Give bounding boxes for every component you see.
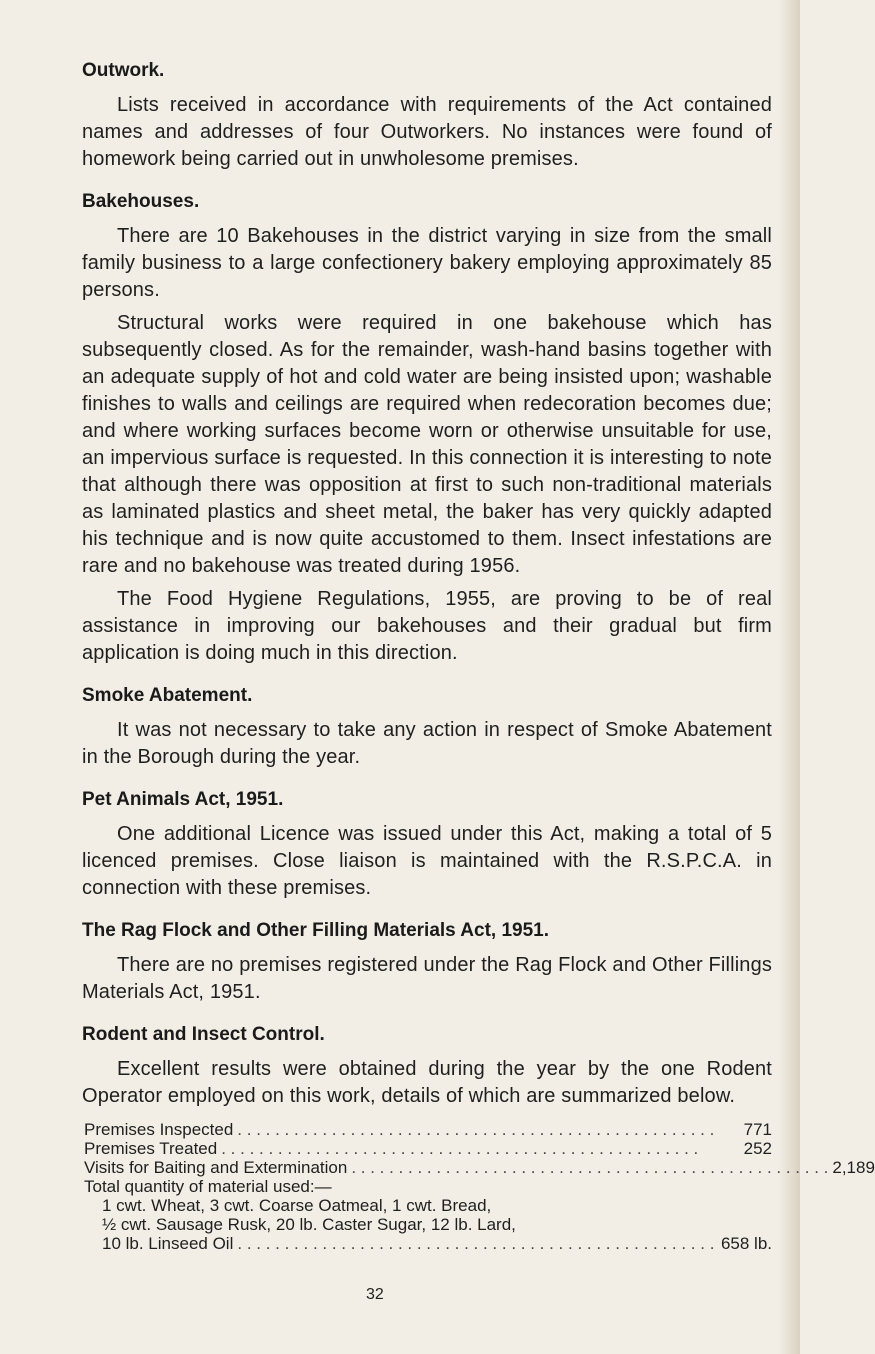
leader-dots: . . . . . . . . . . . . . . . . . . . . . . . . . . . . . . . . . . . . . . . . . . . . . . . . . . .	[221, 1139, 699, 1158]
heading-bakehouses: Bakehouses.	[82, 191, 200, 212]
total-material-label: Total quantity of material used:—	[84, 1177, 332, 1196]
summary-row-inspected	[84, 1120, 772, 1139]
material-total-value: 658 lb.	[720, 1234, 772, 1253]
bakehouses-paragraph-1: There are 10 Bakehouses in the district varying in size from the small family business to a large confectionery bakery employing approximately 85 persons.	[82, 225, 772, 301]
leader-dots: . . . . . . . . . . . . . . . . . . . . . . . . . . . . . . . . . . . . . . . . . . . . . . . . . . .	[237, 1120, 715, 1139]
section-bakehouses	[82, 191, 772, 667]
summary-row-visits	[84, 1158, 875, 1177]
section-outwork	[82, 60, 772, 173]
leader-dots: . . . . . . . . . . . . . . . . . . . . . . . . . . . . . . . . . . . . . . . . . . . . . . . . . . .	[237, 1234, 715, 1253]
rag-paragraph: There are no premises registered under the Rag Flock and Other Fillings Materials Act, 1951.	[82, 954, 772, 1003]
document-page	[82, 60, 875, 1271]
material-line-2: ½ cwt. Sausage Rusk, 20 lb. Caster Sugar, 12 lb. Lard,	[102, 1215, 516, 1234]
heading-outwork: Outwork.	[82, 60, 165, 81]
section-rag-flock	[82, 920, 772, 1006]
visits-label: Visits for Baiting and Extermination	[84, 1158, 348, 1177]
page-number: 32	[366, 1286, 384, 1303]
heading-smoke-abatement: Smoke Abatement.	[82, 685, 253, 706]
premises-inspected-label: Premises Inspected	[84, 1120, 234, 1139]
heading-pet-animals: Pet Animals Act, 1951.	[82, 789, 284, 810]
premises-inspected-value: 771	[743, 1120, 772, 1139]
bakehouses-paragraph-3: The Food Hygiene Regulations, 1955, are proving to be of real assistance in improving our bakehouses and their gradual but firm application is doing much in this direction.	[82, 588, 772, 664]
heading-rodent-control: Rodent and Insect Control.	[82, 1024, 325, 1045]
page-edge-shadow	[778, 0, 800, 1354]
premises-treated-label: Premises Treated	[84, 1139, 218, 1158]
rodent-summary	[82, 1120, 875, 1253]
material-line-1: 1 cwt. Wheat, 3 cwt. Coarse Oatmeal, 1 cwt. Bread,	[102, 1196, 492, 1215]
leader-dots: . . . . . . . . . . . . . . . . . . . . . . . . . . . . . . . . . . . . . . . . . . . . . . . . . . .	[351, 1158, 829, 1177]
bakehouses-paragraph-2: Structural works were required in one bakehouse which has subsequently closed. As for the remainder, wash-hand basins together with an adequate supply of hot and cold water are being insisted upon; washable finishes to walls and ceilings are required when redecoration becomes due; and where working surfaces become worn or otherwise unsuitable for use, an impervious surface is requested. In this connection it is interesting to note that although there was opposition at first to such non-traditional materials as laminated plastics and sheet metal, the baker has very quickly adapted his technique and is now quite accustomed to them. Insect infestations are rare and no bakehouse was treated during 1956.	[82, 312, 772, 577]
section-pet-animals	[82, 789, 772, 902]
material-line-3: 10 lb. Linseed Oil	[102, 1234, 234, 1253]
heading-rag-flock: The Rag Flock and Other Filling Materials Act, 1951.	[82, 920, 550, 941]
smoke-paragraph: It was not necessary to take any action in respect of Smoke Abatement in the Borough during the year.	[82, 719, 772, 768]
summary-row-treated	[84, 1139, 772, 1158]
section-rodent-control	[82, 1024, 875, 1253]
pets-paragraph: One additional Licence was issued under this Act, making a total of 5 licenced premises. Close liaison is maintained with the R.S.P.C.A. in connection with these premises.	[82, 823, 772, 899]
visits-value: 2,189	[832, 1158, 875, 1177]
outwork-paragraph: Lists received in accordance with requirements of the Act contained names and addresses of four Outworkers. No instances were found of homework being carried out in unwholesome premises.	[82, 94, 772, 170]
summary-row-material-total	[102, 1234, 772, 1253]
premises-treated-value: 252	[743, 1139, 772, 1158]
rodent-paragraph: Excellent results were obtained during the year by the one Rodent Operator employed on this work, details of which are summarized below.	[82, 1058, 772, 1107]
section-smoke-abatement	[82, 685, 772, 771]
